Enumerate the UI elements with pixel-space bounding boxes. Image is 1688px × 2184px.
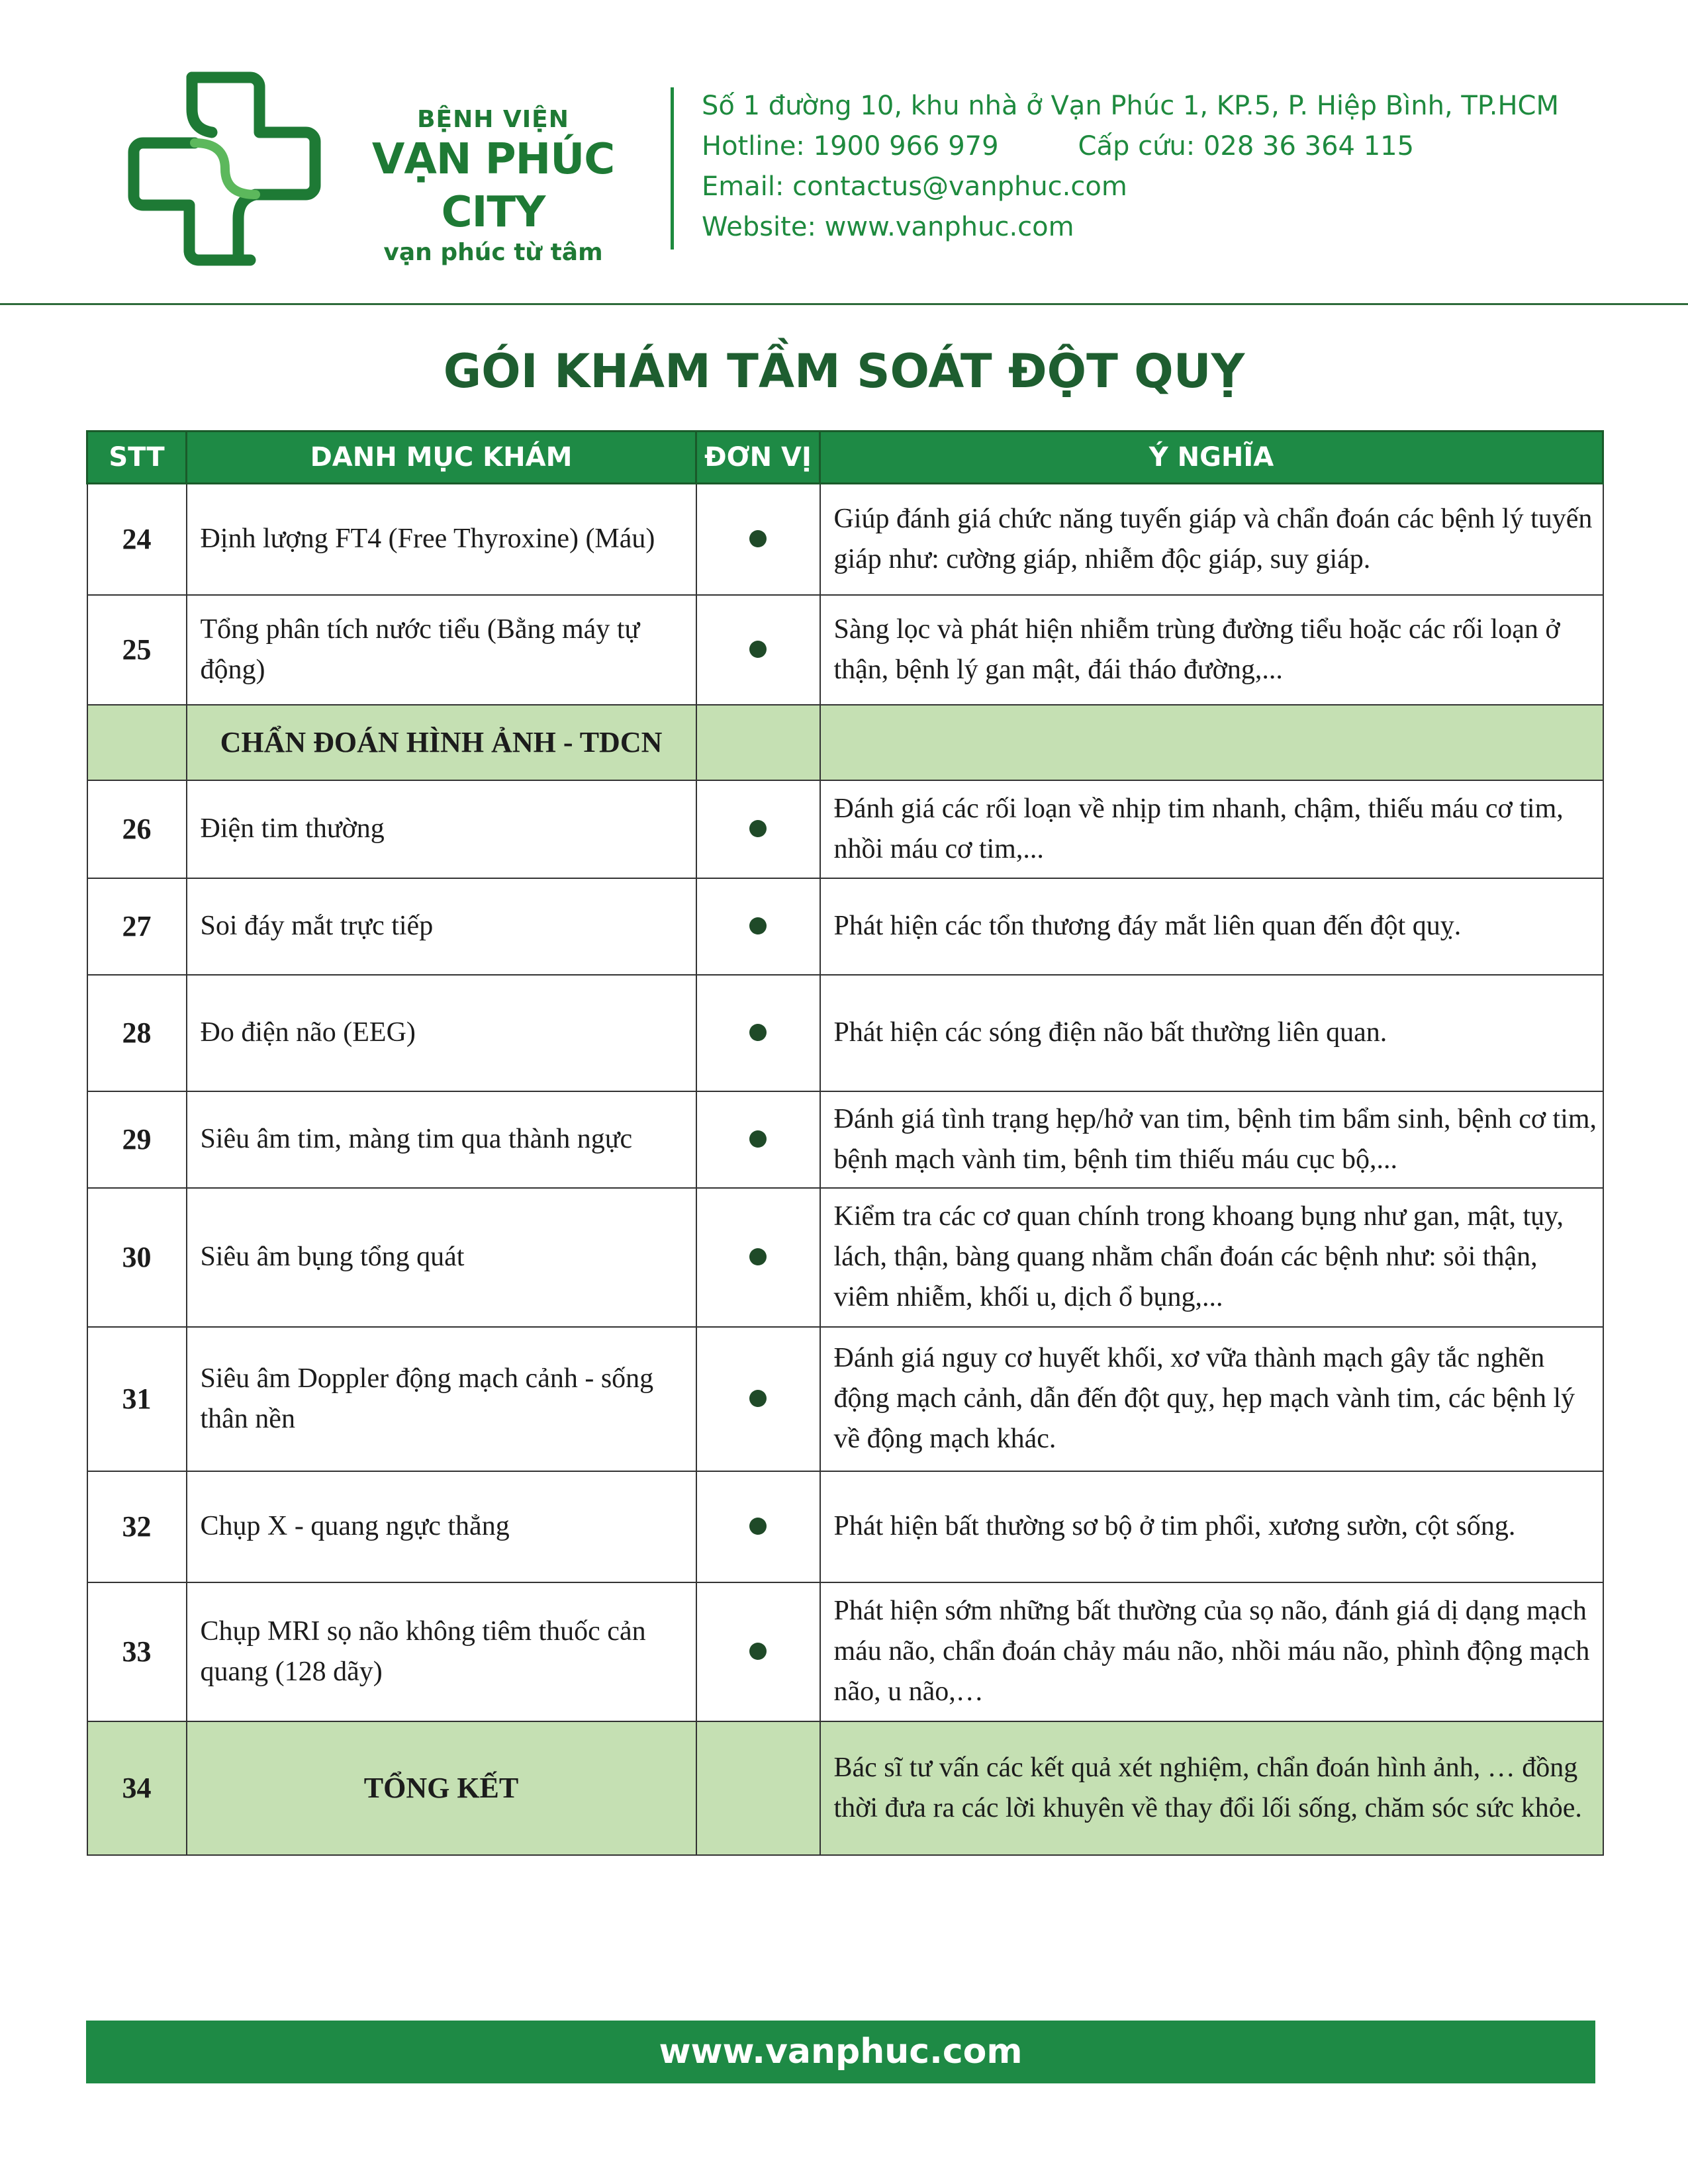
website[interactable]: Website: www.vanphuc.com — [702, 212, 1074, 242]
table-header-row — [87, 432, 1603, 484]
row-meaning: Bác sĩ tư vấn các kết quả xét nghiệm, chẩn đoán hình ảnh, … đồng thời đưa ra các lời khuyên về thay đổi lối sống, chăm sóc sức khỏe. — [820, 1721, 1603, 1855]
row-item: Siêu âm Doppler động mạch cảnh - sống thân nền — [187, 1327, 696, 1471]
header-meaning: Ý NGHĨA — [820, 432, 1603, 484]
table-row — [87, 484, 1603, 595]
row-stt: 30 — [87, 1188, 187, 1327]
row-unit — [696, 1582, 820, 1721]
contact-block — [702, 86, 1559, 248]
summary-row — [87, 1721, 1603, 1855]
row-stt: 24 — [87, 484, 187, 595]
hospital-logo-icon — [126, 69, 324, 268]
bullet-icon — [749, 1024, 767, 1041]
section-row — [87, 705, 1603, 780]
row-stt: 27 — [87, 878, 187, 975]
table-row — [87, 595, 1603, 705]
table-row — [87, 1582, 1603, 1721]
table-row — [87, 1188, 1603, 1327]
header-stt: STT — [87, 432, 187, 484]
summary-title: TỔNG KẾT — [187, 1721, 696, 1855]
row-meaning: Phát hiện sớm những bất thường của sọ não, đánh giá dị dạng mạch máu não, chẩn đoán chảy máu não, nhồi máu não, phình động mạch não, u não,… — [820, 1582, 1603, 1721]
bullet-icon — [749, 917, 767, 934]
row-item: Định lượng FT4 (Free Thyroxine) (Máu) — [187, 484, 696, 595]
header-item: DANH MỤC KHÁM — [187, 432, 696, 484]
exam-table — [86, 430, 1604, 1856]
row-item: Điện tim thường — [187, 780, 696, 878]
brand-top: BỆNH VIỆN — [417, 106, 569, 133]
row-meaning: Đánh giá nguy cơ huyết khối, xơ vữa thành mạch gây tắc nghẽn động mạch cảnh, dẫn đến đột quỵ, hẹp mạch vành tim, các bệnh lý về động mạch khác. — [820, 1327, 1603, 1471]
bullet-icon — [749, 530, 767, 547]
row-meaning: Phát hiện các sóng điện não bất thường liên quan. — [820, 975, 1603, 1091]
bullet-icon — [749, 1390, 767, 1407]
row-stt: 33 — [87, 1582, 187, 1721]
row-stt: 32 — [87, 1471, 187, 1582]
row-item: Đo điện não (EEG) — [187, 975, 696, 1091]
header-unit: ĐƠN VỊ — [696, 432, 820, 484]
bullet-icon — [749, 820, 767, 837]
row-meaning: Sàng lọc và phát hiện nhiễm trùng đường tiểu hoặc các rối loạn ở thận, bệnh lý gan mật, đái tháo đường,... — [820, 595, 1603, 705]
table-row — [87, 1327, 1603, 1471]
row-meaning: Đánh giá tình trạng hẹp/hở van tim, bệnh tim bẩm sinh, bệnh cơ tim, bệnh mạch vành tim, bệnh tim thiếu máu cục bộ,... — [820, 1091, 1603, 1188]
row-unit — [696, 1188, 820, 1327]
brand-name: VẠN PHÚC CITY — [371, 135, 615, 237]
row-unit — [696, 1327, 820, 1471]
table-row — [87, 975, 1603, 1091]
row-item: Siêu âm bụng tổng quát — [187, 1188, 696, 1327]
page-title: GÓI KHÁM TẦM SOÁT ĐỘT QUỴ — [443, 344, 1245, 398]
row-stt: 26 — [87, 780, 187, 878]
row-item: Chụp MRI sọ não không tiêm thuốc cản quang (128 dãy) — [187, 1582, 696, 1721]
table-row — [87, 1091, 1603, 1188]
row-unit — [696, 975, 820, 1091]
phone-line — [702, 126, 1559, 167]
row-meaning: Đánh giá các rối loạn về nhịp tim nhanh, chậm, thiếu máu cơ tim, nhồi máu cơ tim,... — [820, 780, 1603, 878]
row-item: Soi đáy mắt trực tiếp — [187, 878, 696, 975]
row-item: Tổng phân tích nước tiểu (Bằng máy tự động) — [187, 595, 696, 705]
table-row — [87, 1471, 1603, 1582]
row-unit — [696, 780, 820, 878]
section-title: CHẨN ĐOÁN HÌNH ẢNH - TDCN — [187, 705, 696, 780]
header-divider — [671, 87, 674, 250]
row-item: Siêu âm tim, màng tim qua thành ngực — [187, 1091, 696, 1188]
row-stt: 29 — [87, 1091, 187, 1188]
table-row — [87, 878, 1603, 975]
row-meaning: Kiểm tra các cơ quan chính trong khoang bụng như gan, mật, tụy, lách, thận, bàng quang nhằm chẩn đoán các bệnh như: sỏi thận, viêm nhiễm, khối u, dịch ổ bụng,... — [820, 1188, 1603, 1327]
emergency: Cấp cứu: 028 36 364 115 — [1078, 131, 1415, 161]
row-stt: 25 — [87, 595, 187, 705]
bullet-icon — [749, 641, 767, 658]
bullet-icon — [749, 1248, 767, 1265]
row-stt: 34 — [87, 1721, 187, 1855]
brand-block — [331, 106, 655, 266]
bullet-icon — [749, 1518, 767, 1535]
row-meaning: Phát hiện các tổn thương đáy mắt liên quan đến đột quỵ. — [820, 878, 1603, 975]
header-rule — [0, 303, 1688, 305]
row-unit — [696, 595, 820, 705]
row-meaning: Phát hiện bất thường sơ bộ ở tim phổi, xương sườn, cột sống. — [820, 1471, 1603, 1582]
row-meaning: Giúp đánh giá chức năng tuyến giáp và chẩn đoán các bệnh lý tuyến giáp như: cường giáp, nhiễm độc giáp, suy giáp. — [820, 484, 1603, 595]
row-unit — [696, 1471, 820, 1582]
address: Số 1 đường 10, khu nhà ở Vạn Phúc 1, KP.5, P. Hiệp Bình, TP.HCM — [702, 91, 1559, 121]
row-unit — [696, 484, 820, 595]
bullet-icon — [749, 1643, 767, 1660]
footer-url-bar[interactable]: www.vanphuc.com — [86, 2021, 1595, 2083]
table-row — [87, 780, 1603, 878]
row-unit — [696, 878, 820, 975]
row-unit — [696, 1091, 820, 1188]
bullet-icon — [749, 1130, 767, 1148]
email[interactable]: Email: contactus@vanphuc.com — [702, 171, 1127, 202]
brand-slogan: vạn phúc từ tâm — [383, 239, 603, 266]
row-stt: 28 — [87, 975, 187, 1091]
row-item: Chụp X - quang ngực thẳng — [187, 1471, 696, 1582]
hotline: Hotline: 1900 966 979 — [702, 131, 999, 161]
row-stt: 31 — [87, 1327, 187, 1471]
